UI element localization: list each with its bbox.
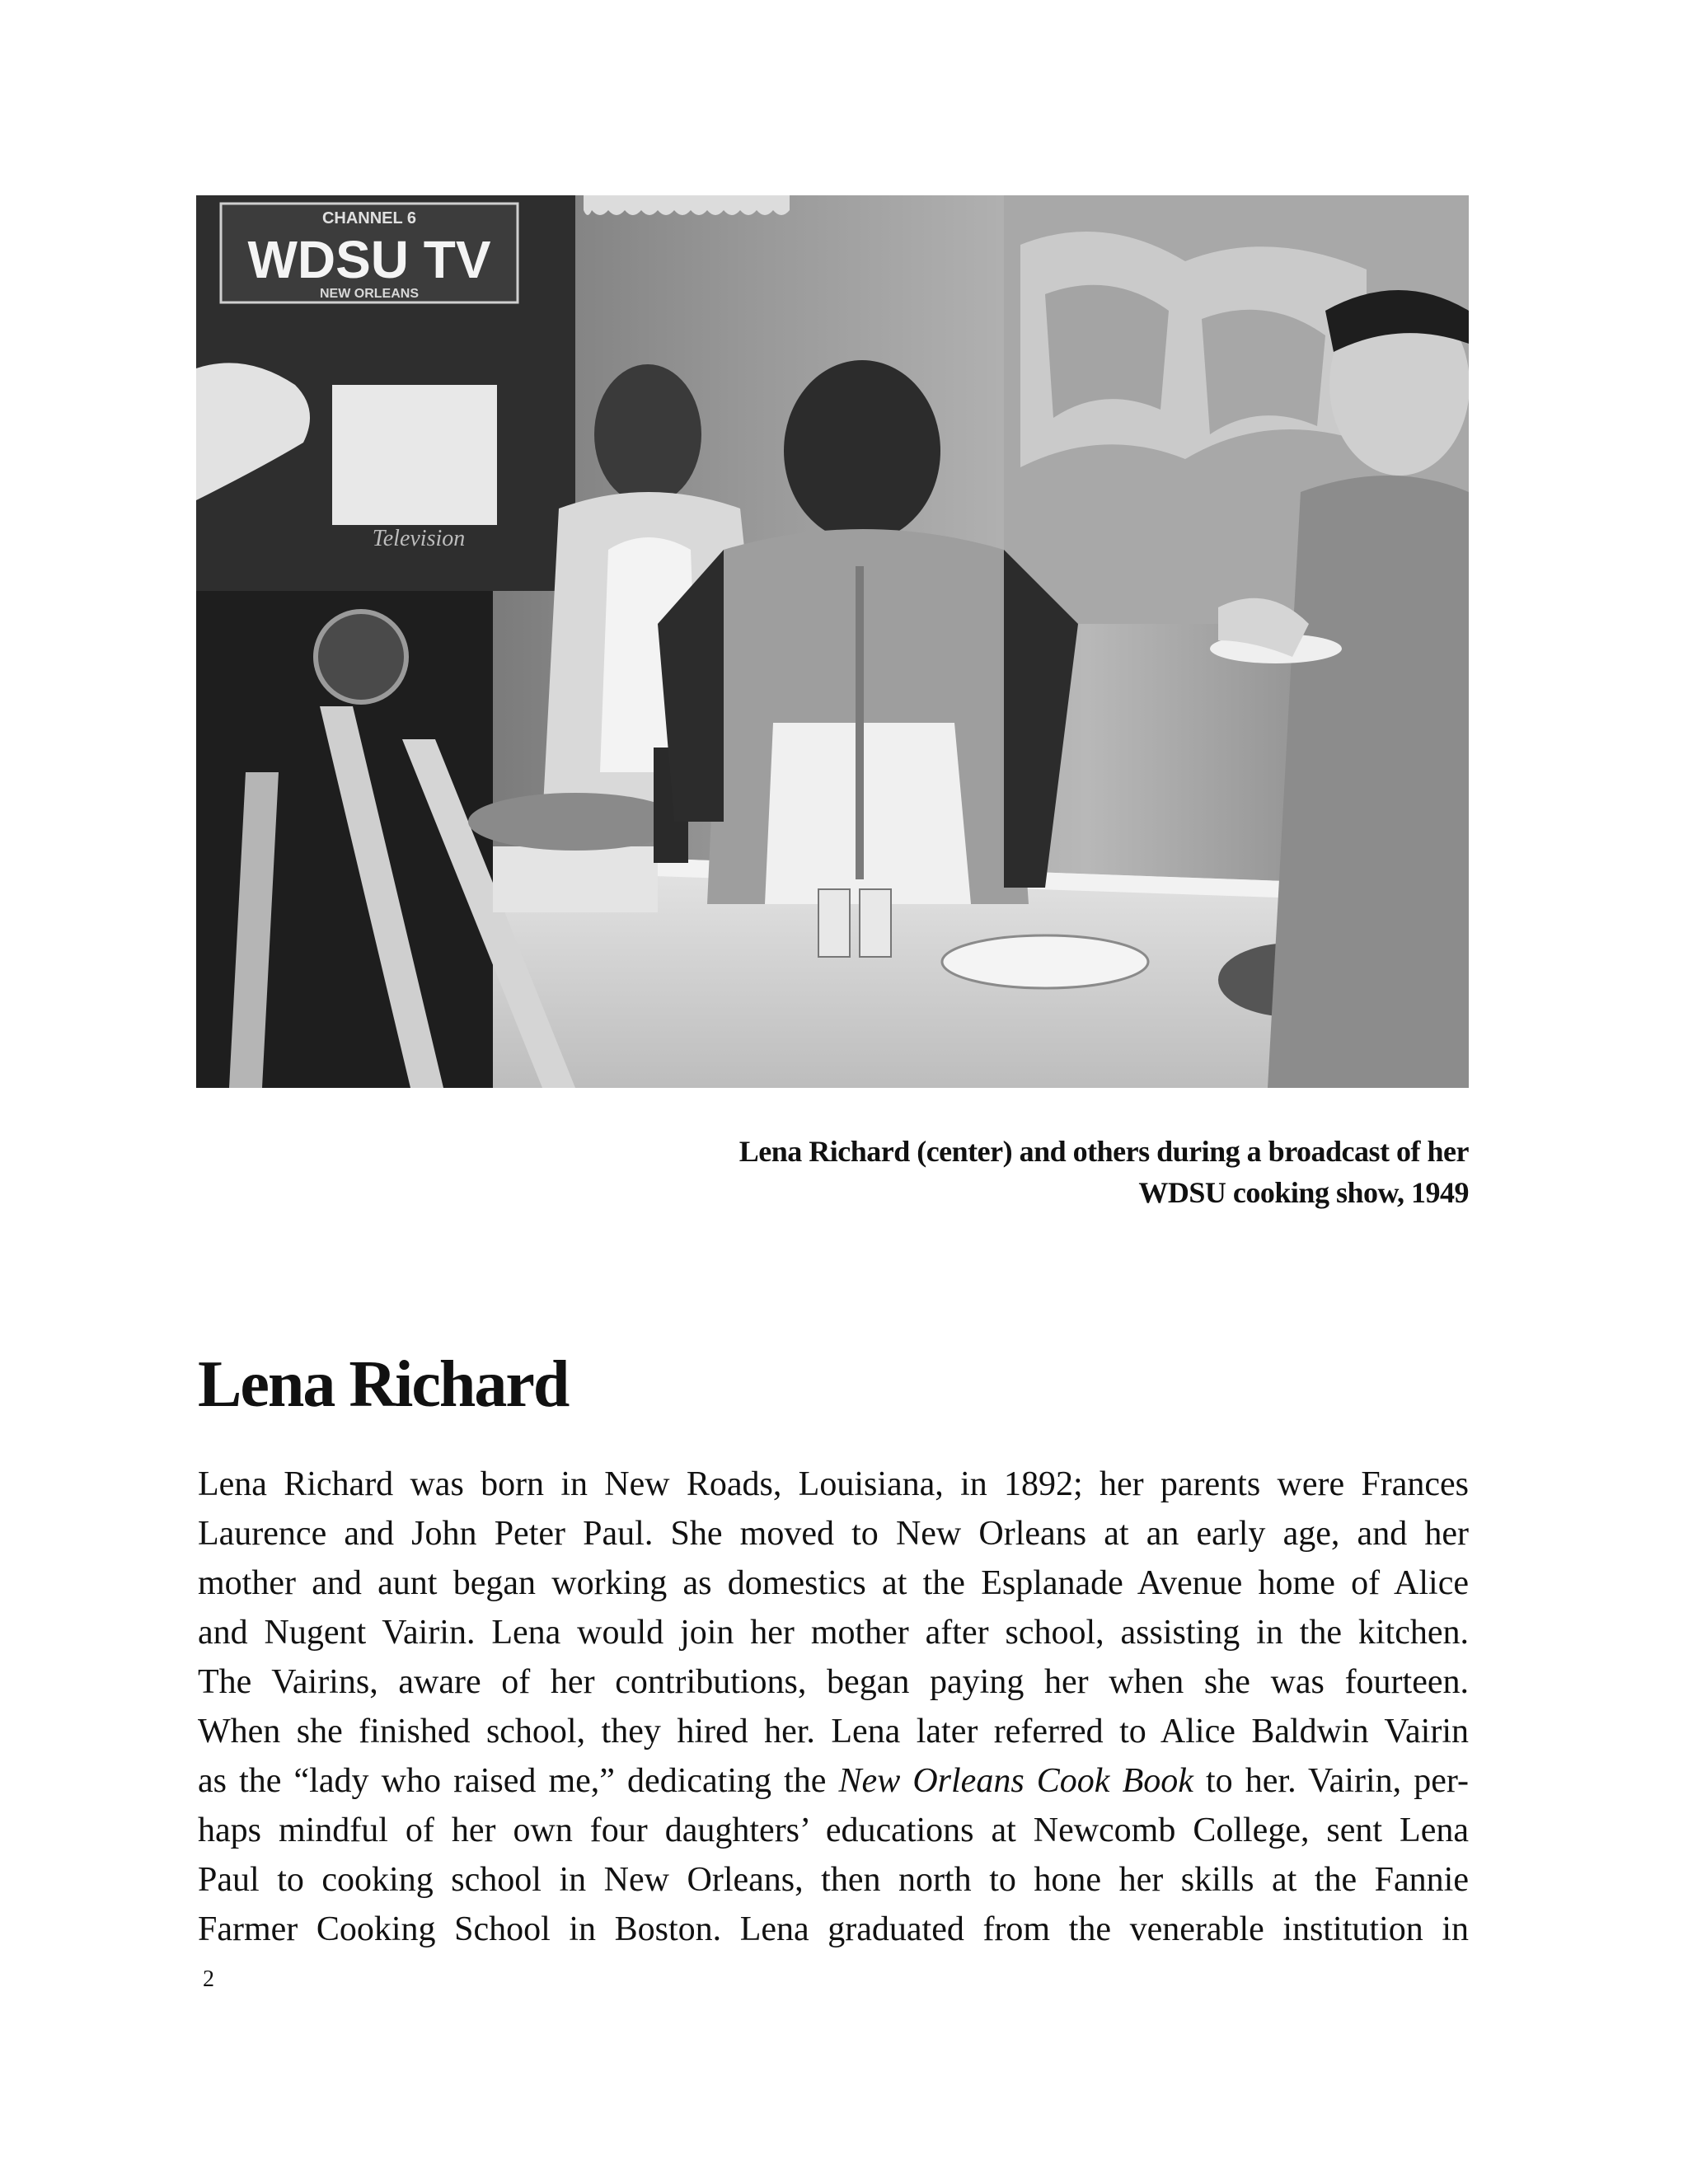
caption-line-1: Lena Richard (center) and others during a broadcast of her bbox=[738, 1135, 1469, 1168]
body-line: When she finished school, they hired her. Lena later referred to Alice Baldwin Vairin bbox=[198, 1713, 1469, 1750]
book-title: New Orleans Cook Book bbox=[838, 1762, 1193, 1800]
camera-sign-top: CHANNEL 6 bbox=[321, 209, 417, 227]
camera-plate: Television bbox=[372, 526, 466, 551]
body-line: Lena Richard was born in New Roads, Louisiana, in 1892; her parents were Frances bbox=[198, 1465, 1469, 1503]
body-line: and Nugent Vairin. Lena would join her mother after school, assisting in the kitchen. bbox=[198, 1614, 1469, 1652]
section-heading: Lena Richard bbox=[198, 1348, 569, 1421]
body-line: The Vairins, aware of her contributions, began paying her when she was fourteen. bbox=[198, 1663, 1469, 1701]
caption-line-2: WDSU cooking show, 1949 bbox=[1138, 1176, 1469, 1209]
body-line: Paul to cooking school in New Orleans, then north to hone her skills at the Fannie bbox=[198, 1861, 1469, 1899]
body-line: Laurence and John Peter Paul. She moved to New Orleans at an early age, and her bbox=[198, 1515, 1469, 1553]
broadcast-photo bbox=[196, 195, 1469, 1088]
line-7-after: to her. Vairin, per- bbox=[1193, 1762, 1470, 1800]
line-7-before: as the “lady who raised me,” dedicating the bbox=[198, 1762, 839, 1800]
photo-caption bbox=[577, 1131, 1469, 1213]
body-line: Farmer Cooking School in Boston. Lena graduated from the venerable institution in bbox=[198, 1910, 1469, 1948]
body-line-with-book-title bbox=[198, 1756, 1469, 1806]
page-number: 2 bbox=[203, 1966, 214, 1992]
body-line: mother and aunt began working as domestics at the Esplanade Avenue home of Alice bbox=[198, 1564, 1469, 1602]
camera-sign-main: WDSU TV bbox=[247, 230, 491, 289]
camera-sign-bottom: NEW ORLEANS bbox=[320, 287, 419, 301]
body-line: haps mindful of her own four daughters’ educations at Newcomb College, sent Lena bbox=[198, 1811, 1469, 1849]
body-paragraph bbox=[198, 1460, 1469, 1954]
